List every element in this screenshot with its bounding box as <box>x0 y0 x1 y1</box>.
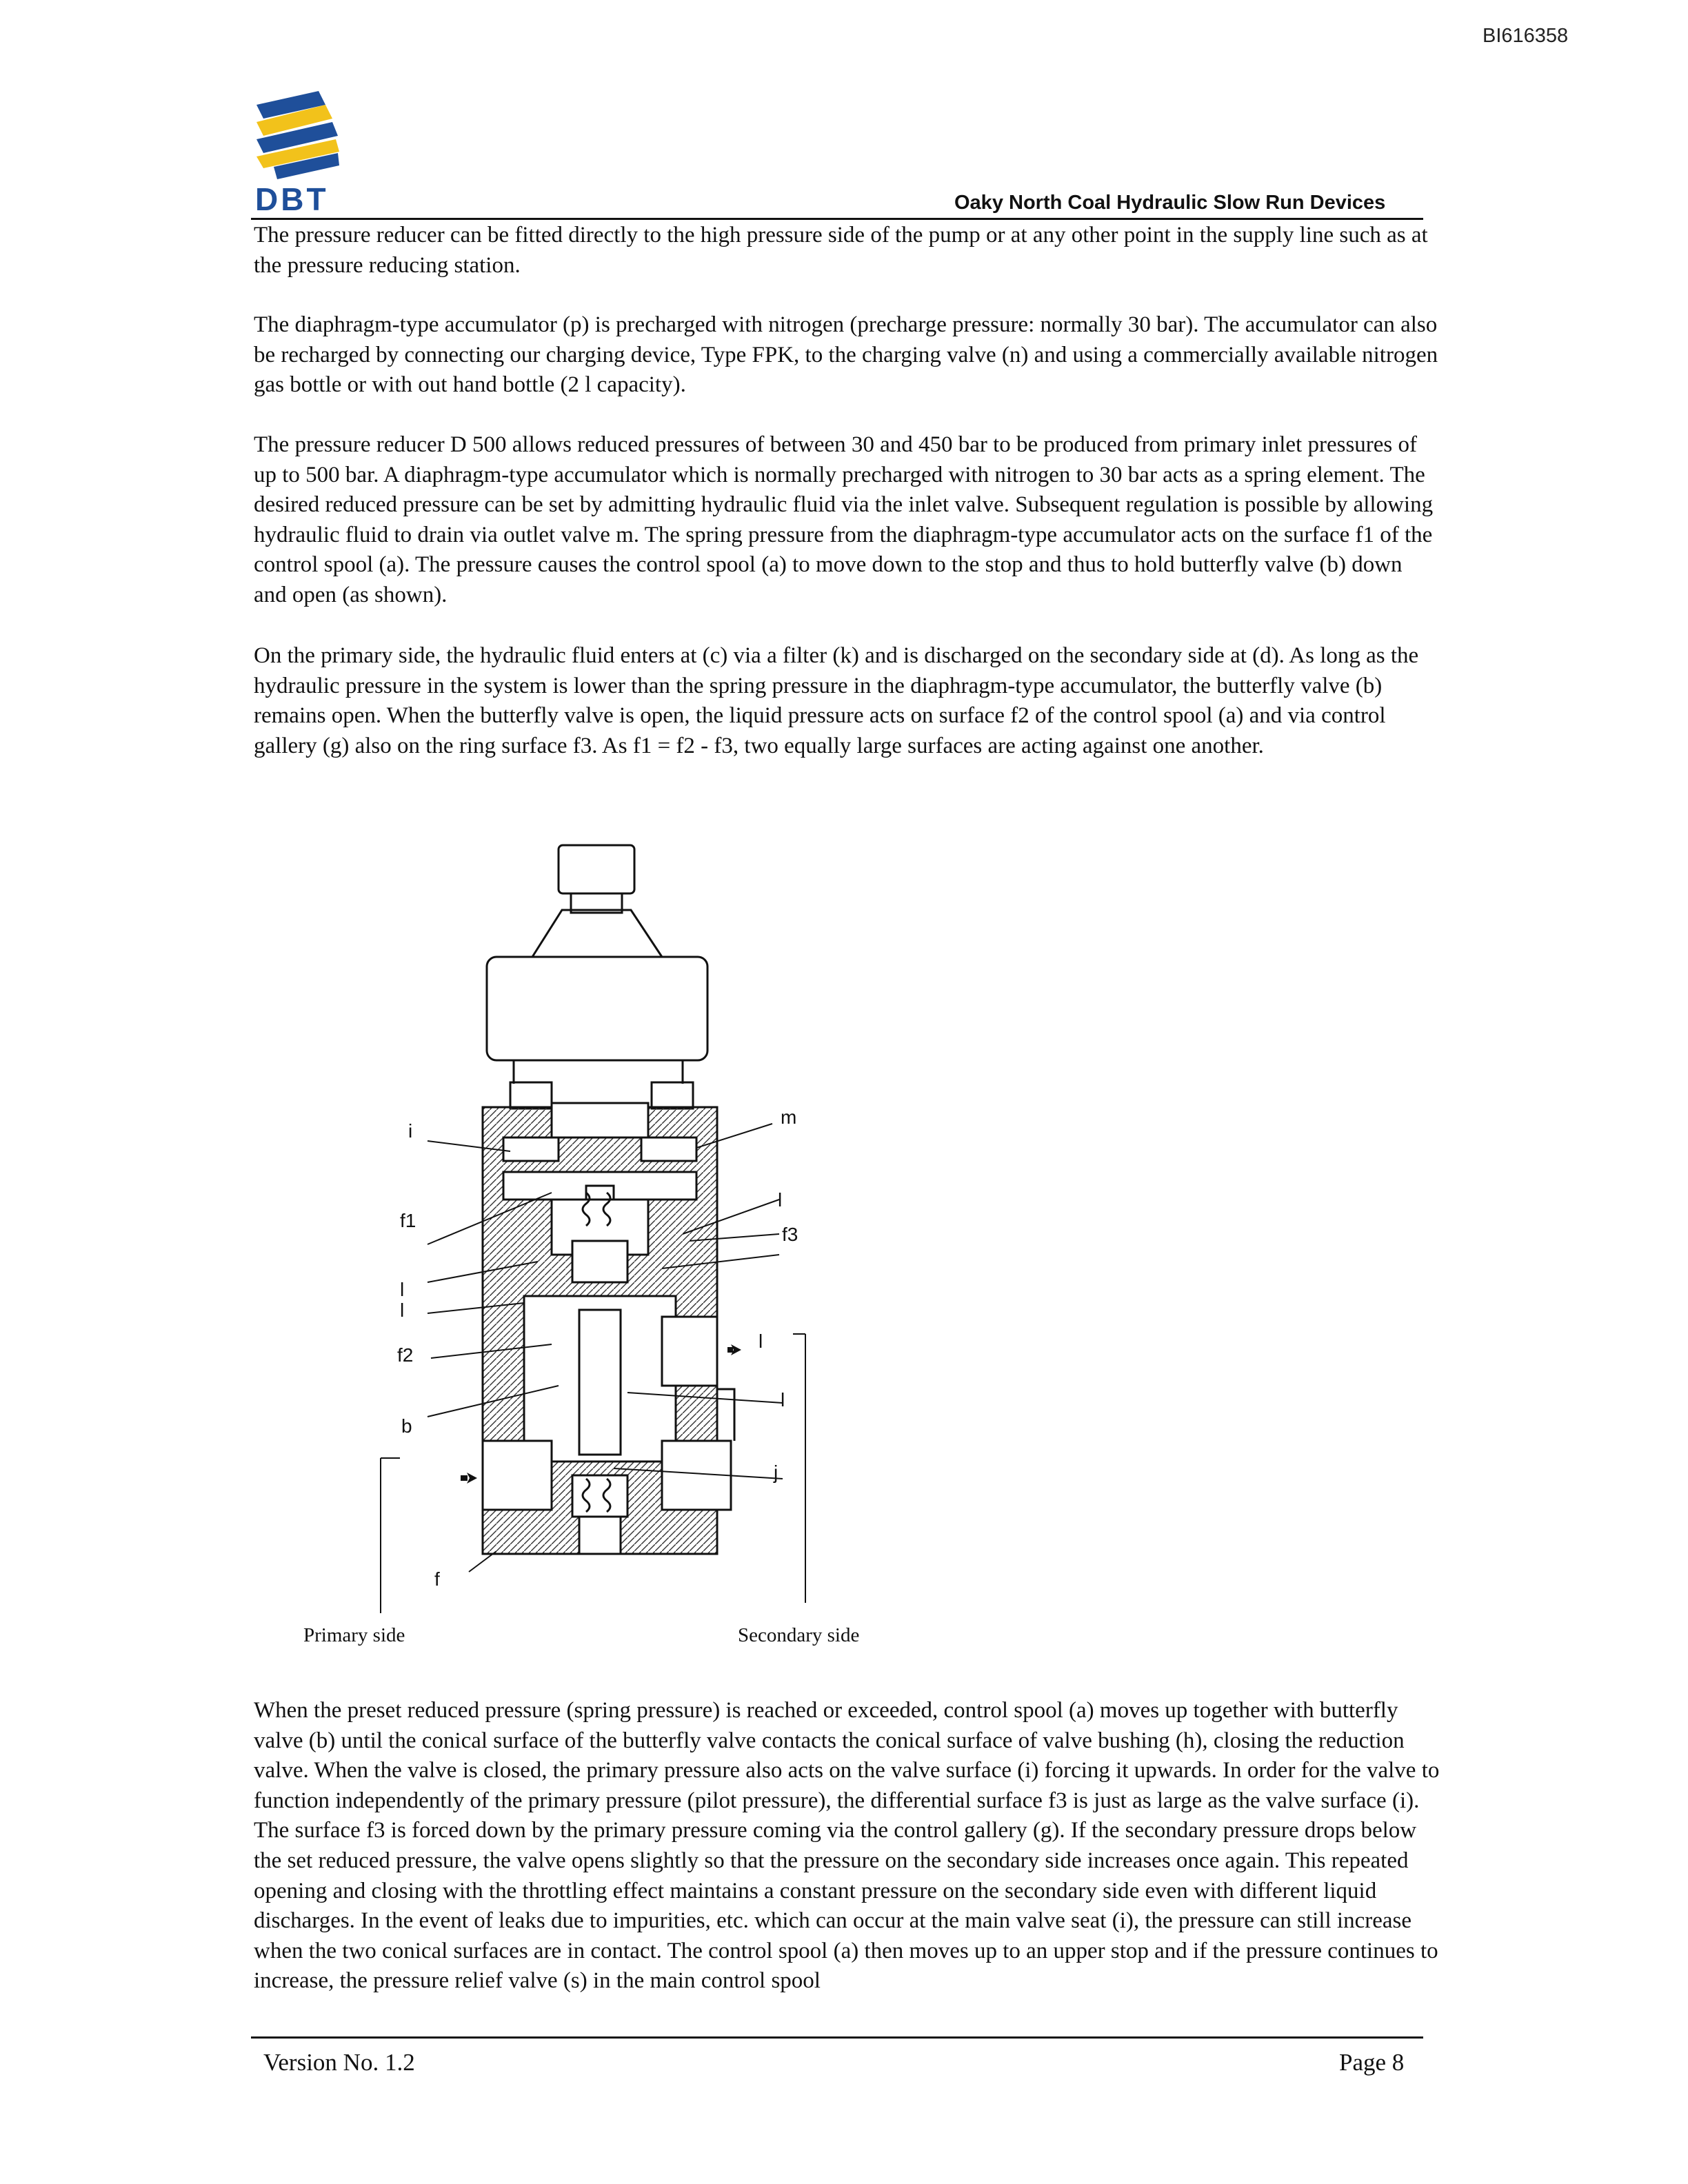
paragraph-1 <box>254 221 1440 281</box>
label-l-right-3: l <box>781 1389 785 1410</box>
label-f: f <box>434 1568 440 1590</box>
label-l-right: l <box>778 1189 783 1211</box>
label-f2: f2 <box>397 1344 414 1366</box>
paragraph-4 <box>254 641 1440 761</box>
header-rule <box>251 218 1423 220</box>
paragraph-3 <box>254 430 1440 611</box>
logo-text: DBT <box>255 181 329 217</box>
footer-version: Version No. 1.2 <box>263 2049 415 2076</box>
pressure-reducer-diagram <box>276 827 896 1668</box>
paragraph-5 <box>254 1696 1440 1996</box>
label-f1: f1 <box>400 1210 416 1231</box>
logo-mark-icon <box>257 91 339 179</box>
label-j: j <box>774 1462 778 1483</box>
paragraph-3-text: The pressure reducer D 500 allows reduced pressures of between 30 and 450 bar to be produced from primary inlet pressures of up to 500 bar. A diaphragm-type accumulator which is normally precharged with nitrogen to 30 bar acts as a spring element. The desired reduced pressure can be set by admitting hydraulic fluid via the inlet valve. Subsequent regulation is possible by allowing hydraulic fluid to drain via outlet valve m. The spring pressure from the diaphragm-type accumulator acts on the surface f1 of the control spool (a). The pressure causes the control spool (a) to move down to the stop and thus to hold butterfly valve (b) down and open (as shown). <box>254 432 1434 607</box>
paragraph-2-text: The diaphragm-type accumulator (p) is precharged with nitrogen (precharge pressure: normally 30 bar). The accumulator can also be recharged by connecting our charging device, Type FPK, to the charging valve (n) and using a commercially available nitrogen gas bottle or with out hand bottle (2 l capacity). <box>254 312 1438 398</box>
footer-page-number: Page 8 <box>1339 2049 1405 2076</box>
paragraph-1-text: The pressure reducer can be fitted directly to the high pressure side of the pump or at any other point in the supply line such as at the pressure reducing station. <box>254 223 1428 278</box>
footer-rule <box>251 2036 1423 2039</box>
label-i-top: i <box>408 1120 413 1142</box>
label-l-1: l <box>400 1279 405 1300</box>
paragraph-2 <box>254 310 1440 401</box>
label-l-2: l <box>400 1300 405 1321</box>
document-id: BI616358 <box>1483 25 1569 47</box>
caption-secondary-side: Secondary side <box>738 1624 860 1646</box>
label-m: m <box>781 1106 797 1128</box>
label-l-right-2: l <box>758 1331 763 1352</box>
caption-primary-side: Primary side <box>303 1624 405 1646</box>
header-title: Oaky North Coal Hydraulic Slow Run Devices <box>954 192 1386 214</box>
paragraph-5-text: When the preset reduced pressure (spring pressure) is reached or exceeded, control spool (a) moves up together with butterfly valve (b) until the conical surface of the butterfly valve contacts the conical surface of valve bushing (h), closing the reduction valve. When the valve is closed, the primary pressure also acts on the valve surface (i) forcing it upwards. In order for the valve to function independently of the primary pressure (pilot pressure), the differential surface f3 is just as large as the valve surface (i). The surface f3 is forced down by the primary pressure coming via the control gallery (g). If the secondary pressure drops below the set reduced pressure, the valve opens slightly so that the pressure on the secondary side increases once again. This repeated opening and closing with the throttling effect maintains a constant pressure on the secondary side even with different liquid discharges. In the event of leaks due to impurities, etc. which can occur at the main valve seat (i), the pressure can still increase when the two conical surfaces are in contact. The control spool (a) then moves up to an upper stop and if the pressure continues to increase, the pressure relief valve (s) in the main control spool <box>254 1698 1440 1994</box>
label-b: b <box>401 1415 412 1437</box>
paragraph-4-text: On the primary side, the hydraulic fluid enters at (c) via a filter (k) and is discharged on the secondary side at (d). As long as the hydraulic pressure in the system is lower than the spring pressure in the diaphragm-type accumulator, the butterfly valve (b) remains open. When the butterfly valve is open, the liquid pressure acts on surface f2 of the control spool (a) and via control gallery (g) also on the ring surface f3. As f1 = f2 - f3, two equally large surfaces are acting against one another. <box>254 643 1419 758</box>
label-f3: f3 <box>782 1224 798 1245</box>
